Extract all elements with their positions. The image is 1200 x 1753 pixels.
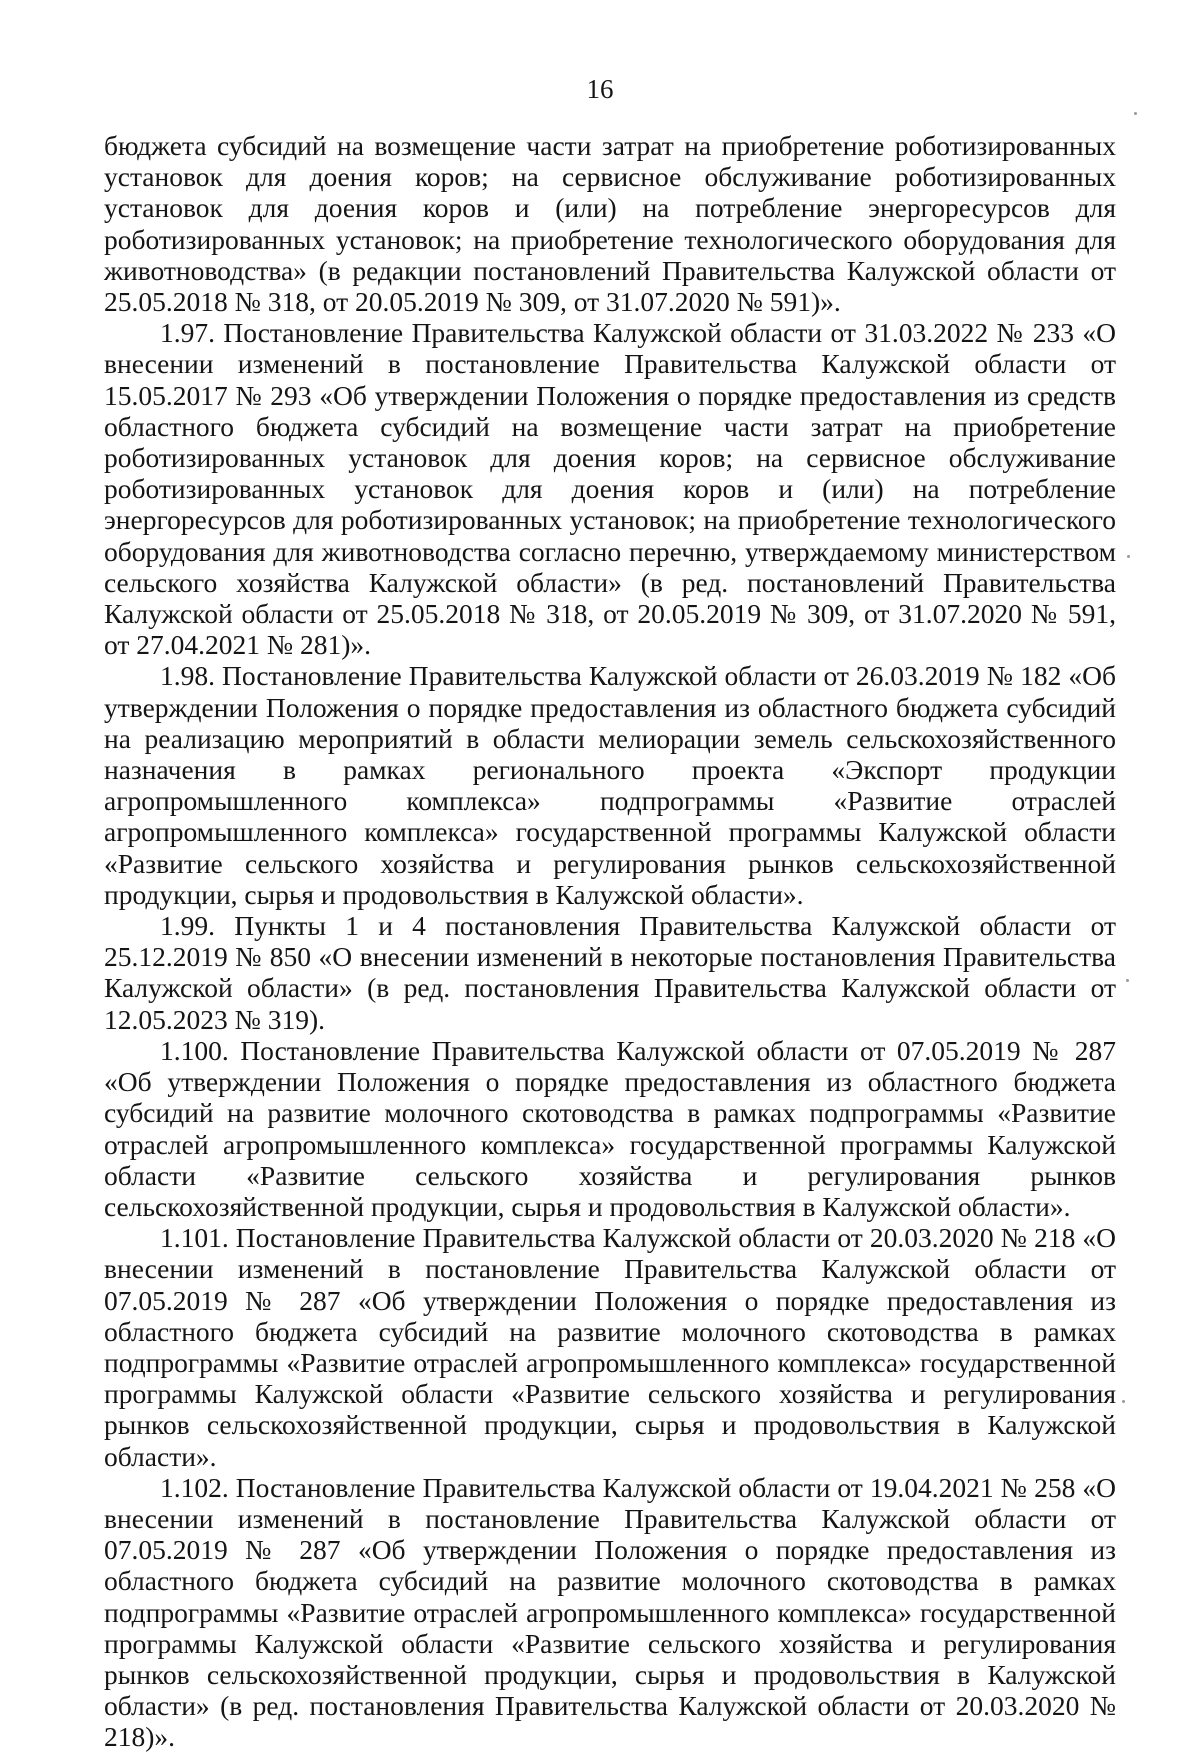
- document-body: [104, 130, 1116, 1753]
- paragraph-1-100: 1.100. Постановление Правительства Калужской области от 07.05.2019 № 287 «Об утверждении Положения о порядке предоставления из областного бюджета субсидий на развитие молочного скотоводства в рамках подпрограммы «Развитие отраслей агропромышленного комплекса» государственной программы Калужской области «Развитие сельского хозяйства и регулирования рынков сельскохозяйственной продукции, сырья и продовольствия в Калужской области».: [104, 1034, 1116, 1222]
- paragraph-1-101: 1.101. Постановление Правительства Калужской области от 20.03.2020 № 218 «О внесении изменений в постановление Правительства Калужской области от 07.05.2019 № 287 «Об утверждении Положения о порядке предоставления из областного бюджета субсидий на развитие молочного скотоводства в рамках подпрограммы «Развитие отраслей агропромышленного комплекса» государственной программы Калужской области «Развитие сельского хозяйства и регулирования рынков сельскохозяйственной продукции, сырья и продовольствия в Калужской области».: [104, 1222, 1116, 1472]
- paragraph-continued: бюджета субсидий на возмещение части затрат на приобретение роботизированных установок для доения коров; на сервисное обслуживание роботизированных установок для доения коров и (или) на потребление энергоресурсов для роботизированных установок; на приобретение технологического оборудования для животноводства» (в редакции постановлений Правительства Калужской области от 25.05.2018 № 318, от 20.05.2019 № 309, от 31.07.2020 № 591)».: [104, 130, 1116, 318]
- scan-speck: [1127, 555, 1130, 558]
- paragraph-1-102: 1.102. Постановление Правительства Калужской области от 19.04.2021 № 258 «О внесении изменений в постановление Правительства Калужской области от 07.05.2019 № 287 «Об утверждении Положения о порядке предоставления из областного бюджета субсидий на развитие молочного скотоводства в рамках подпрограммы «Развитие отраслей агропромышленного комплекса» государственной программы Калужской области «Развитие сельского хозяйства и регулирования рынков сельскохозяйственной продукции, сырья и продовольствия в Калужской области» (в ред. постановления Правительства Калужской области от 20.03.2020 № 218)».: [104, 1471, 1116, 1753]
- scan-speck: [1134, 112, 1137, 115]
- paragraph-1-99: 1.99. Пункты 1 и 4 постановления Правительства Калужской области от 25.12.2019 № 850 «О внесении изменений в некоторые постановления Правительства Калужской области» (в ред. постановления Правительства Калужской области от 12.05.2023 № 319).: [104, 910, 1116, 1035]
- paragraph-1-97: 1.97. Постановление Правительства Калужской области от 31.03.2022 № 233 «О внесении изменений в постановление Правительства Калужской области от 15.05.2017 № 293 «Об утверждении Положения о порядке предоставления из средств областного бюджета субсидий на возмещение части затрат на приобретение роботизированных установок для доения коров; на сервисное обслуживание роботизированных установок для доения коров и (или) на потребление энергоресурсов для роботизированных установок; на приобретение технологического оборудования для животноводства согласно перечню, утверждаемому министерством сельского хозяйства Калужской области» (в ред. постановлений Правительства Калужской области от 25.05.2018 № 318, от 20.05.2019 № 309, от 31.07.2020 № 591, от 27.04.2021 № 281)».: [104, 317, 1116, 661]
- scan-speck: [1126, 979, 1129, 982]
- page-number: 16: [586, 74, 614, 104]
- scan-speck: [1122, 1400, 1125, 1403]
- paragraph-1-98: 1.98. Постановление Правительства Калужской области от 26.03.2019 № 182 «Об утверждении Положения о порядке предоставления из областного бюджета субсидий на реализацию мероприятий в области мелиорации земель сельскохозяйственного назначения в рамках регионального проекта «Экспорт продукции агропромышленного комплекса» подпрограммы «Развитие отраслей агропромышленного комплекса» государственной программы Калужской области «Развитие сельского хозяйства и регулирования рынков сельскохозяйственной продукции, сырья и продовольствия в Калужской области».: [104, 660, 1116, 910]
